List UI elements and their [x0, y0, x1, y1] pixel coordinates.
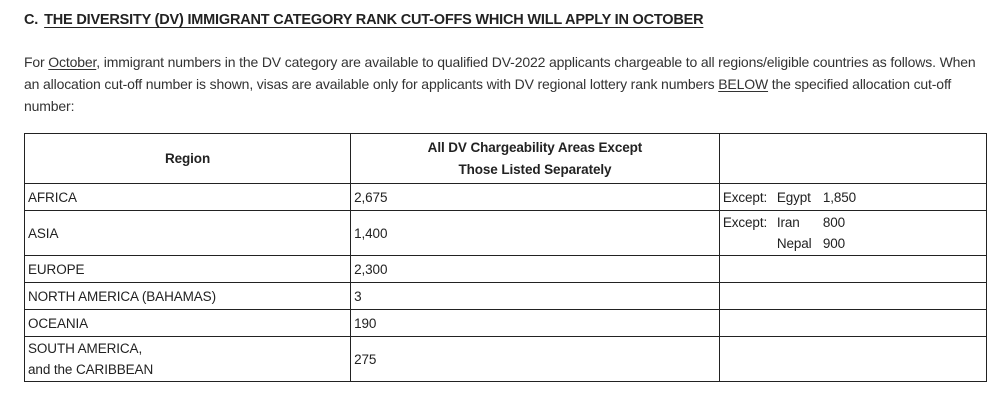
intro-text-2: , immigrant numbers in the DV category are available to qualified DV-2022 applicants chargeable to all regions/eligible countries as follows. When an allocation cut-off number is shown, visas are available only for applicants with DV regional lottery rank numbers — [24, 54, 976, 92]
cutoff-value: 2,300 — [351, 256, 720, 283]
header-all-areas-line1: All DV Chargeability Areas Except — [427, 139, 643, 155]
exception-value: 900 — [822, 236, 846, 251]
region-cell — [25, 283, 351, 310]
header-region: Region — [25, 134, 351, 184]
region-name: OCEANIA — [28, 315, 89, 331]
exception-entry — [723, 187, 983, 208]
exception-entry — [723, 233, 983, 254]
header-all-areas-line2: Those Listed Separately — [458, 161, 612, 177]
exception-label: Except: — [722, 215, 768, 230]
october-link[interactable]: October — [48, 54, 97, 70]
region-cell — [25, 184, 351, 211]
exceptions-cell — [719, 310, 986, 337]
cutoff-value: 3 — [351, 283, 720, 310]
region-cell — [25, 310, 351, 337]
exception-value: 800 — [822, 215, 846, 230]
cutoff-value: 190 — [351, 310, 720, 337]
exception-label: Except: — [722, 189, 768, 205]
table-row — [25, 283, 987, 310]
intro-text-1: For — [24, 54, 49, 70]
table-row — [25, 256, 987, 283]
exception-country: Egypt — [776, 189, 811, 205]
exception-country: Nepal — [776, 236, 812, 251]
region-cell — [25, 337, 351, 382]
intro-text-3: the specified allocation cut-off number: — [24, 76, 952, 114]
cutoff-value: 275 — [351, 337, 720, 382]
region-name: ASIA — [28, 225, 59, 241]
exception-value: 1,850 — [822, 189, 857, 205]
section-title: THE DIVERSITY (DV) IMMIGRANT CATEGORY RANK CUT-OFFS WHICH WILL APPLY IN OCTOBER — [44, 12, 704, 28]
header-exceptions — [719, 134, 986, 184]
exceptions-cell — [719, 256, 986, 283]
header-all-areas — [351, 134, 720, 184]
table-row — [25, 184, 987, 211]
dv-cutoff-table — [24, 133, 987, 382]
exceptions-cell — [719, 337, 986, 382]
below-emphasis: BELOW — [718, 76, 769, 92]
exception-entry — [723, 212, 983, 233]
table-body — [25, 184, 987, 382]
region-name: and the CARIBBEAN — [28, 362, 154, 377]
region-name: NORTH AMERICA (BAHAMAS) — [28, 288, 216, 304]
cutoff-value: 2,675 — [351, 184, 720, 211]
section-letter: C. — [24, 12, 39, 28]
exceptions-cell — [719, 211, 986, 256]
exceptions-cell — [719, 184, 986, 211]
exceptions-cell — [719, 283, 986, 310]
intro-paragraph — [24, 51, 989, 117]
region-name: EUROPE — [28, 261, 85, 277]
region-name: AFRICA — [28, 189, 77, 205]
exception-country: Iran — [776, 215, 800, 230]
cutoff-value: 1,400 — [351, 211, 720, 256]
region-cell — [25, 256, 351, 283]
table-row — [25, 310, 987, 337]
section-heading — [24, 12, 703, 28]
region-cell — [25, 211, 351, 256]
table-row — [25, 211, 987, 256]
region-name: SOUTH AMERICA, — [28, 341, 143, 356]
table-row — [25, 337, 987, 382]
table-header-row — [25, 134, 987, 184]
